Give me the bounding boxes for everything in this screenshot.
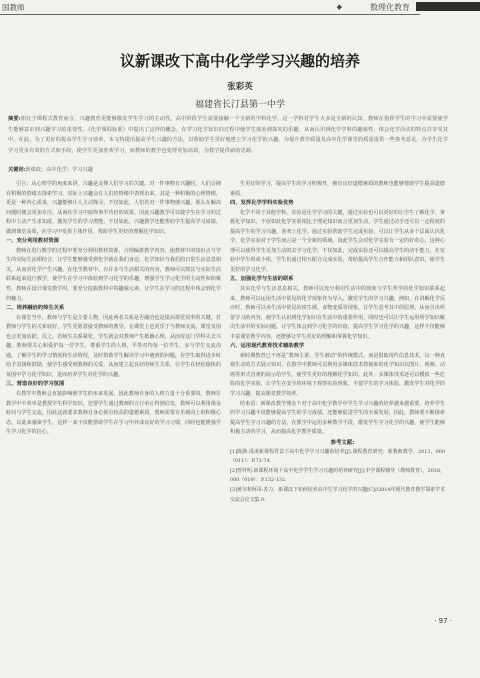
paragraph: 其实化学与生活息息相关，教师可以充分利用生活中的现象与学生所学的化学知识联系起来，教师可以运用生活中常见的化学现象作为导入，激发学生的学习兴趣，例如，在讲解化学反应时，教师可以举生活中常见的铁生锈、食物变质等现象，让学生思考其中的原理，从而引出所要学习的内容，使学生认识到化学知识在生活中的重要作用，同时也可以让学生运用所学知识解决生活中的实际问题，让学生体会到学习化学的价值，提高学生学习化学的兴趣，这样不仅能够丰富课堂教学内容，还能够让学生更好的理解和掌握化学知识。 xyxy=(230,286,445,340)
paragraph: 引言：从心理学的角度来讲，兴趣是支撑人们学习的关键。对一件事物有兴趣时，人们会拥有积极的情绪去探索学习。实际上兴趣会在人们的情绪中表现出来，其是一种积极的心理情绪，更是一种内心需求，兴趣能够让人主动探寻，不仅如此，人们若对一件事物感兴趣，那么在解决问题时便会更加专注，从而在学习中取得事半功倍的效果。因此兴趣教学可以使学生在学习的过程中主动产生求知欲，激发学生的学习潜能，不仅如此，兴趣教学还能帮助学生提高学习成绩，做到课堂高效，在学习中发挥主体作用，帮助学生更好的理解化学知识。 xyxy=(6,181,221,235)
page-number: · 97 · xyxy=(434,617,452,625)
running-header xyxy=(0,2,480,16)
diamond-icon: ◆ xyxy=(336,3,342,11)
references-heading: 参考文献: xyxy=(330,439,355,446)
header-rule xyxy=(0,14,420,15)
reference-item: [3]黄尔和阿哥·苏力，新课改下如何培养高中生学习化学的兴趣[C]//2014年现代教育教学探索学术交流会论文集.0. xyxy=(230,486,445,503)
header-bar xyxy=(416,2,480,11)
paragraph: 结束语：新课改教学理念下对于高中化学教学中学生学习兴趣的培养越来越重要，培养学生的学习兴趣不仅能够提高学生的学习成绩，还能够促进学生的全面发展。因此，教师要不断探索提高学生学习兴趣的方法，在教学中运用多种教学手段，激发学生学习化学的兴趣，使学生能够积极主动的学习，从而提高化学教学质量。 xyxy=(230,400,445,436)
section-heading: 二、培养融洽的师生关系 xyxy=(6,305,65,312)
journal-name-left: 国教师 xyxy=(2,3,25,12)
paragraph: 化学不同于其他学科，实验是化学学习的关键，通过实验也可以更好的让学生了解化学，掌握化学知识。不仅如此化学实验相比于理论知识而言更加生动，学生通过动手还可以一定程度的提高学生的学习兴趣。喜欢上化学，通过实验帮助学生完成实验。可以让学生从多个层面认识化学，化学实验对于学生而言是一个全新的领域，因此学生会对化学实验有一定的好奇心，这种心理可以使得学生更加主动的去学习化学。不仅如此，完成实验还可以提高学生的动手能力，在实验中学生组成小组，学生们通过相互配合完成实验，帮助提高学生合作能力和团队意识，使学生更好的学习化学。 xyxy=(230,209,445,273)
reference-item: [1]陈静.浅谈新课程背景下高中化学学习兴趣的培养[J].课程教育研究：新教师教学，2013，000（011）：P.73-74. xyxy=(230,448,445,465)
paragraph: 在课堂当中，教师与学生是主要人物，因此两者关系是否融洽也是提高课堂效率的关键。若教师与学生的关系较好，学生更愿意接受教师的教导，在课堂上也更乐于与教师交流，课堂氛围也会更加活跃。反之，若师生关系紧张，学生就会对教师产生抵触心理，从而对这门学科失去兴趣。教师要关心和爱护每一位学生，尊重学生的人格，平等对待每一位学生，多与学生交流沟通，了解学生的学习情况和生活情况，及时帮助学生解决学习中遇到的问题，在学生取得进步时给予表扬和鼓励，使学生感受到教师的关爱，从而建立起良好的师生关系，让学生在轻松愉快的氛围中学习化学知识，进而培养学生对化学的兴趣。 xyxy=(6,314,221,378)
section-heading: 三、营造良好的学习氛围 xyxy=(6,381,65,388)
paragraph: 生更好的学习，提高学生的学习积极性，拥有良好道德素质的教师也能够帮助学生提高道德素质。 xyxy=(230,181,445,197)
reference-item: [2]曾祥明.新课程环境下高中化学学生学习兴趣的培养研究[J].中学课程辅导（教师教育），2018，000（019）：P.132-132. xyxy=(230,467,445,484)
section-name: 数理化教育 xyxy=(370,3,410,12)
keywords xyxy=(8,166,448,174)
abstract-text: 相比于课程式教育而言，兴趣教育更能够激发学生学习的主动性。高中阶段学生需要接触一个全新的学科化学，这一学科对学生大多是全新的认知，教师在指挥学生的学习中需要使学生能够意识到兴趣学习的重要性。《化学课程标准》中提出了这样的概念，在学习化学知识的过程中使学生体验到探究的乐趣，从而认识到化学学科的趣味性，体会化学活动的特点并享受其中。在此，为了更好的提高学生学习效率，本文特提出提高学生兴趣的方法，以帮助学生更好地建立学习化学的兴趣，为提升教学质量及高中化学课堂的质量提供一些参考意见，为学生化学学习更多有效的方式和手段，使学生更加喜欢学习，而教师的教学也变得更加高效，为教学提供新的思路。 xyxy=(8,116,448,154)
section-heading: 一、充分利用教材资源 xyxy=(6,238,59,245)
paragraph: 新时期教育已不再是“教师主讲，学生被动”的传统模式，而是借助现代信息技术，以一种直观生动的方式展示知识，在教学中教师可以利用多媒体技术将抽象的化学知识以图片、视频、动画等形式直观的展示给学生，使学生更好的理解化学知识。此外，多媒体技术还可以模拟一些危险的化学实验，让学生在安全的环境下观察实验现象，丰富学生的学习体验，激发学生对化学的学习兴趣，提高课堂教学效率。 xyxy=(230,352,445,398)
keywords-text: 新课改；高中化学；学习兴趣 xyxy=(25,167,93,173)
section-heading: 四、发挥化学学科实验优势 xyxy=(230,200,294,207)
right-column xyxy=(230,180,445,505)
article-title: 议新课改下高中化学学习兴趣的培养 xyxy=(119,52,360,70)
keywords-label: 关键词: xyxy=(8,167,26,173)
abstract-label: 摘要: xyxy=(8,116,21,122)
section-heading: 六、运用现代教育技术辅助教学 xyxy=(230,343,305,350)
paragraph: 在教学中教师会直接影响到学生的未来发展，因此教师自身的人格力量十分重要的。教师在教学中不单单是教授学生科学知识，还要学生通过教师的言行举止得到启发，教师可以利用课余时间与学生交流，因此这就要求教师自身必须有较高的道德素质，教师需要有乐观向上的积极心态，以此来感染学生，这样一来不仅能帮助学生在学习中养成良好的学习习惯，同时也能增强学生学习化学的信心。 xyxy=(6,391,221,436)
paragraph: 教师在进行教学的过程中要充分利用教材资源，合理编排教学内容，使教材中的知识点与学生的实际生活相结合，让学生能够感受到化学就在我们身边，化学知识与我们的日常生活息息相关，从而对化学产生兴趣。在化学教材中，有许多与生活相关的内容，教师可以将其与实际生活联系起来进行教学，使学生在学习中体验到学习化学的乐趣，增强学生学习化学的主动性和积极性，教师在设计课堂教学时，要充分挖掘教材中的趣味元素，让学生在学习的过程中体会到化学的魅力。 xyxy=(6,247,221,302)
abstract xyxy=(8,114,448,156)
author: 张彩英 xyxy=(227,82,253,92)
section-heading: 五、加强化学与生活的联系 xyxy=(230,276,294,283)
left-column xyxy=(6,180,221,438)
affiliation: 福建省长汀县第一中学 xyxy=(194,100,285,110)
